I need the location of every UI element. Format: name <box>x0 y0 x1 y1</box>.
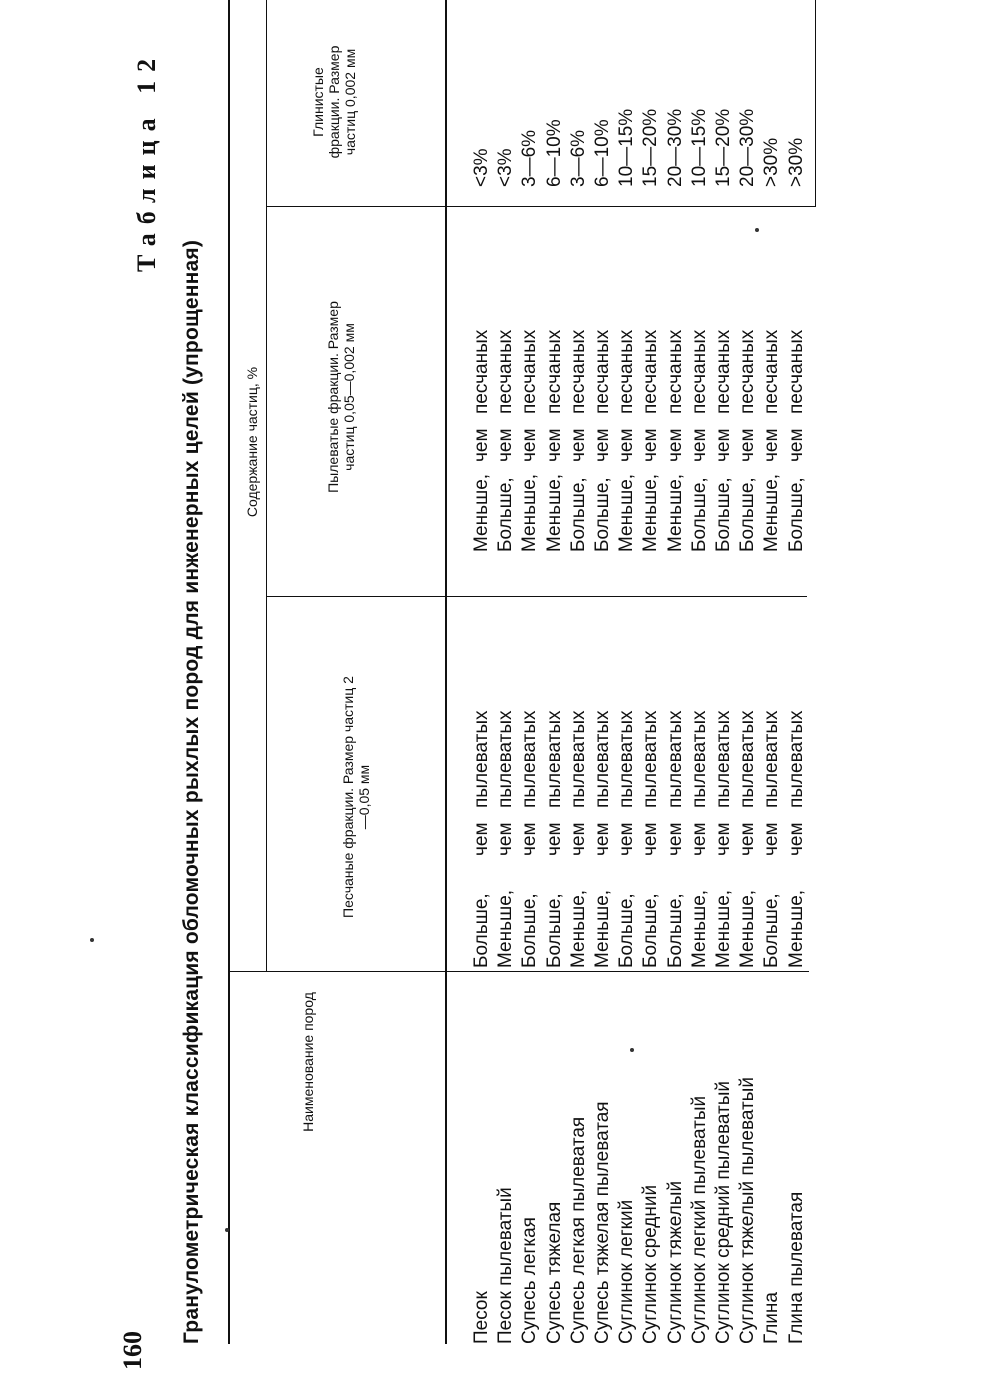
sand-word: чем <box>471 822 492 856</box>
row-name: Глина пылеватая <box>785 1191 807 1344</box>
row-silt <box>760 212 784 552</box>
silt-word: песчаных <box>616 329 638 414</box>
divider-silt-clay <box>267 206 815 207</box>
sand-word: Больше, <box>616 893 638 968</box>
silt-word: Больше, <box>688 477 710 552</box>
row-name: Суглинок тяжелый <box>664 1180 686 1344</box>
sand-word: Больше, <box>761 893 783 968</box>
row-clay: >30% <box>785 137 807 187</box>
row-name: Глина <box>761 1292 783 1344</box>
row-silt <box>494 212 518 552</box>
silt-word: Меньше, <box>616 473 638 552</box>
silt-word: Больше, <box>785 477 807 552</box>
silt-word: Меньше, <box>471 473 492 552</box>
row-sand <box>760 598 784 968</box>
silt-word: песчаных <box>713 329 735 414</box>
sand-word: пылеватых <box>785 710 807 808</box>
row-silt <box>639 212 663 552</box>
silt-word: песчаных <box>640 329 662 414</box>
column-clay <box>470 17 809 187</box>
sand-word: чем <box>688 822 710 856</box>
row-sand <box>712 598 736 968</box>
sand-word: Больше, <box>640 893 662 968</box>
row-sand <box>567 598 591 968</box>
row-clay: 6—10% <box>592 119 614 187</box>
sand-word: Меньше, <box>688 889 710 968</box>
row-sand <box>615 598 639 968</box>
silt-word: песчаных <box>737 329 759 414</box>
sand-word: Меньше, <box>567 889 589 968</box>
row-clay: 20—30% <box>737 108 759 187</box>
column-silt <box>470 212 809 552</box>
sand-word: чем <box>761 822 783 856</box>
sand-word: чем <box>640 822 662 856</box>
silt-word: чем <box>640 428 662 462</box>
sand-word: пылеватых <box>713 710 735 808</box>
scan-speck <box>90 938 94 942</box>
header-silt: Пылеватые фракции. Размер частиц 0,05—0,002 мм <box>325 301 357 493</box>
row-silt <box>567 212 591 552</box>
sand-word: чем <box>592 822 614 856</box>
sand-word: пылеватых <box>640 710 662 808</box>
silt-word: чем <box>761 428 783 462</box>
silt-word: Меньше, <box>543 473 565 552</box>
row-sand <box>591 598 615 968</box>
silt-word: песчаных <box>664 329 686 414</box>
silt-word: чем <box>543 428 565 462</box>
scan-speck <box>225 1228 229 1232</box>
row-sand <box>688 598 712 968</box>
sand-word: Меньше, <box>592 889 614 968</box>
sand-word: Меньше, <box>785 889 807 968</box>
sand-word: чем <box>713 822 735 856</box>
silt-word: Меньше, <box>640 473 662 552</box>
row-name: Суглинок тяжелый пылеватый <box>737 1077 759 1344</box>
silt-word: песчаных <box>543 329 565 414</box>
silt-word: чем <box>713 428 735 462</box>
row-sand <box>664 598 688 968</box>
silt-word: Больше, <box>737 477 759 552</box>
silt-word: песчаных <box>761 329 783 414</box>
silt-word: чем <box>471 428 492 462</box>
sand-word: чем <box>785 822 807 856</box>
row-clay: 3—6% <box>567 129 589 187</box>
row-clay: 3—6% <box>519 129 541 187</box>
silt-word: чем <box>688 428 710 462</box>
column-sand <box>470 598 809 968</box>
row-sand <box>470 598 494 968</box>
sand-word: пылеватых <box>519 710 541 808</box>
table-label: Таблица 12 <box>132 49 161 272</box>
table-top-rule <box>228 0 230 1344</box>
row-silt <box>518 212 542 552</box>
row-name: Суглинок легкий <box>616 1199 638 1344</box>
silt-word: песчаных <box>471 329 492 414</box>
silt-word: Меньше, <box>664 473 686 552</box>
silt-word: Больше, <box>567 477 589 552</box>
silt-word: песчаных <box>519 329 541 414</box>
row-silt <box>736 212 760 552</box>
sand-word: чем <box>495 822 517 856</box>
silt-word: Больше, <box>713 477 735 552</box>
row-silt <box>591 212 615 552</box>
row-clay: <3% <box>471 148 492 187</box>
row-name: Суглинок средний пылеватый <box>713 1081 735 1344</box>
sand-word: пылеватых <box>737 710 759 808</box>
row-sand <box>736 598 760 968</box>
row-clay: 20—30% <box>664 108 686 187</box>
sand-word: чем <box>567 822 589 856</box>
table-title: Гранулометрическая классификация обломочных рыхлых пород для инженерных целей (упрощенная) <box>180 239 203 1344</box>
row-silt <box>543 212 567 552</box>
row-sand <box>543 598 567 968</box>
sand-word: Меньше, <box>713 889 735 968</box>
sand-word: Меньше, <box>737 889 759 968</box>
sand-word: пылеватых <box>688 710 710 808</box>
table-bottom-rule <box>815 0 816 207</box>
row-clay: >30% <box>761 137 783 187</box>
sand-word: пылеватых <box>616 710 638 808</box>
row-name: Суглинок легкий пылеватый <box>688 1095 710 1344</box>
header-clay: Глинистые фракции. Размер частиц 0,002 мм <box>310 45 358 159</box>
row-sand <box>639 598 663 968</box>
divider-sand-silt <box>267 596 807 597</box>
column-names <box>470 974 809 1344</box>
silt-word: чем <box>519 428 541 462</box>
silt-word: чем <box>495 428 517 462</box>
sand-word: чем <box>664 822 686 856</box>
row-silt <box>664 212 688 552</box>
header-group: Содержание частиц, % <box>244 366 260 518</box>
silt-word: Больше, <box>495 477 517 552</box>
row-clay: 10—15% <box>688 108 710 187</box>
row-name: Супесь легкая <box>519 1217 541 1344</box>
row-clay: 10—15% <box>616 108 638 187</box>
silt-word: Меньше, <box>761 473 783 552</box>
row-name: Песок пылеватый <box>495 1187 517 1344</box>
silt-word: песчаных <box>592 329 614 414</box>
sand-word: Больше, <box>664 893 686 968</box>
row-sand <box>785 598 809 968</box>
silt-word: песчаных <box>567 329 589 414</box>
row-silt <box>615 212 639 552</box>
sand-word: пылеватых <box>543 710 565 808</box>
silt-word: песчаных <box>785 329 807 414</box>
sand-word: пылеватых <box>495 710 517 808</box>
row-clay: 6—10% <box>543 119 565 187</box>
silt-word: чем <box>664 428 686 462</box>
sand-word: пылеватых <box>471 710 492 808</box>
silt-word: Больше, <box>592 477 614 552</box>
divider-name-sand <box>229 971 809 972</box>
row-silt <box>688 212 712 552</box>
silt-word: Меньше, <box>519 473 541 552</box>
row-clay: <3% <box>495 148 517 187</box>
group-header-rule <box>266 0 267 972</box>
row-name: Супесь тяжелая пылеватая <box>592 1101 614 1344</box>
row-clay: 15—20% <box>640 108 662 187</box>
silt-word: чем <box>785 428 807 462</box>
sand-word: Меньше, <box>495 889 517 968</box>
sand-word: пылеватых <box>761 710 783 808</box>
silt-word: чем <box>567 428 589 462</box>
silt-word: чем <box>592 428 614 462</box>
row-sand <box>518 598 542 968</box>
silt-word: чем <box>737 428 759 462</box>
sand-word: пылеватых <box>592 710 614 808</box>
scan-speck <box>755 228 759 232</box>
sand-word: Больше, <box>471 893 492 968</box>
row-name: Песок <box>471 1291 492 1344</box>
row-sand <box>494 598 518 968</box>
silt-word: песчаных <box>495 329 517 414</box>
header-name: Наименование пород <box>300 992 316 1132</box>
sand-word: Больше, <box>519 893 541 968</box>
sand-word: чем <box>519 822 541 856</box>
silt-word: песчаных <box>688 329 710 414</box>
sand-word: чем <box>616 822 638 856</box>
sand-word: Больше, <box>543 893 565 968</box>
silt-word: чем <box>616 428 638 462</box>
row-silt <box>712 212 736 552</box>
sand-word: чем <box>543 822 565 856</box>
page-number: 160 <box>118 1331 147 1370</box>
row-silt <box>470 212 494 552</box>
row-name: Супесь тяжелая <box>543 1201 565 1344</box>
header-bottom-rule <box>445 0 447 1344</box>
header-sand: Песчаные фракции. Размер частиц 2—0,05 мм <box>340 676 372 918</box>
scan-speck <box>630 1048 634 1052</box>
row-clay: 15—20% <box>713 108 735 187</box>
row-silt <box>785 212 809 552</box>
row-name: Суглинок средний <box>640 1184 662 1344</box>
row-name: Супесь легкая пылеватая <box>567 1116 589 1344</box>
sand-word: пылеватых <box>664 710 686 808</box>
sand-word: пылеватых <box>567 710 589 808</box>
sand-word: чем <box>737 822 759 856</box>
